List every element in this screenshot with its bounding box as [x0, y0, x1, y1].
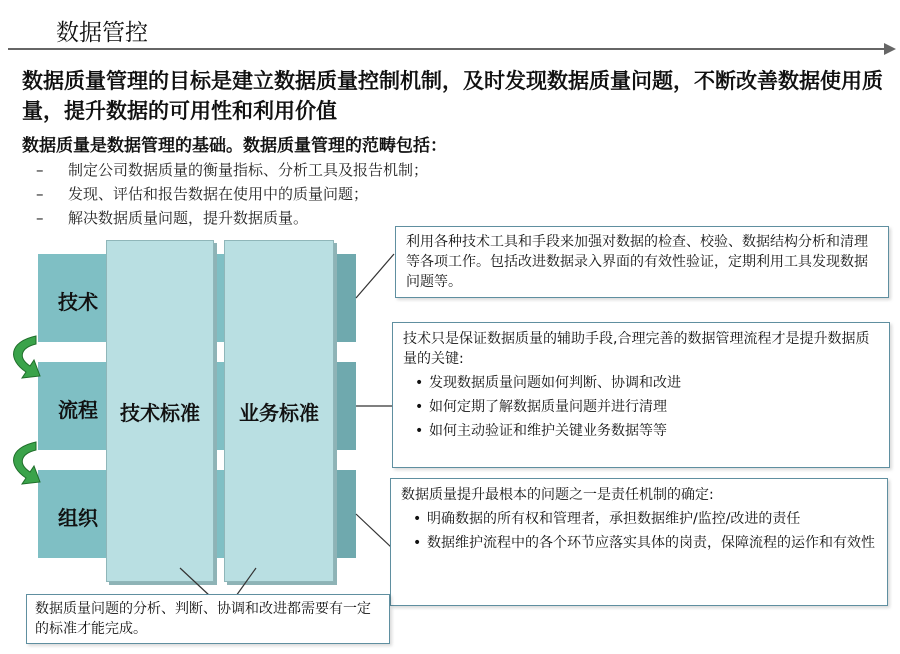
list-item: • 发现数据质量问题如何判断、协调和改进	[429, 373, 879, 393]
list-item: • 数据维护流程中的各个环节应落实具体的岗责，保障流程的运作和有效性	[427, 533, 877, 553]
list-item: • 如何主动验证和维护关键业务数据等等	[429, 421, 879, 441]
bullet-text: 制定公司数据质量的衡量指标、分析工具及报告机制；	[68, 161, 429, 179]
callout-process-intro: 技术只是保证数据质量的辅助手段,合理完善的数据管理流程才是提升数据质量的关键:	[403, 331, 870, 367]
list-item: • 如何定期了解数据质量问题并进行清理	[429, 397, 879, 417]
headline: 数据质量管理的目标是建立数据质量控制机制，及时发现数据质量问题，不断改善数据使用质量，提升数据的可用性和利用价值	[22, 69, 883, 123]
connector-line	[180, 568, 210, 596]
callout-org	[390, 478, 888, 606]
row-label-tech: 技术	[58, 290, 98, 314]
bullet-text: 发现、评估和报告数据在使用中的质量问题；	[68, 185, 369, 203]
connector-line	[356, 514, 392, 548]
bullet-dash: –	[36, 209, 44, 227]
callout-org-list	[401, 509, 877, 553]
pillar-label-business-standard: 业务标准	[239, 401, 319, 425]
row-label-org: 组织	[58, 506, 98, 530]
cycle-arrow-icon	[14, 442, 40, 484]
bullet-dash: –	[36, 161, 44, 179]
callout-tech	[395, 226, 889, 298]
connector-line	[356, 254, 394, 298]
page-title: 数据管控	[56, 20, 148, 46]
callout-org-intro: 数据质量提升最根本的问题之一是责任机制的确定:	[401, 487, 714, 503]
cycle-arrow-icon	[14, 336, 40, 378]
callout-standards	[26, 594, 390, 644]
pillar-label-tech-standard: 技术标准	[120, 401, 200, 425]
callout-tech-text: 利用各种技术工具和手段来加强对数据的检查、校验、数据结构分析和清理等各项工作。包括改进数据录入界面的有效性验证，定期利用工具发现数据问题等。	[406, 234, 868, 290]
bullet-dash: –	[36, 185, 44, 203]
bullet-text: 解决数据质量问题，提升数据质量。	[68, 209, 309, 227]
callout-standards-text: 数据质量问题的分析、判断、协调和改进都需要有一定的标准才能完成。	[35, 601, 371, 637]
row-label-process: 流程	[58, 398, 98, 422]
callout-process	[392, 322, 890, 468]
subheading: 数据质量是数据管理的基础。数据质量管理的范畴包括：	[22, 136, 447, 156]
connector-line	[236, 568, 256, 596]
list-item: • 明确数据的所有权和管理者，承担数据维护/监控/改进的责任	[427, 509, 877, 529]
callout-process-list	[403, 373, 879, 441]
